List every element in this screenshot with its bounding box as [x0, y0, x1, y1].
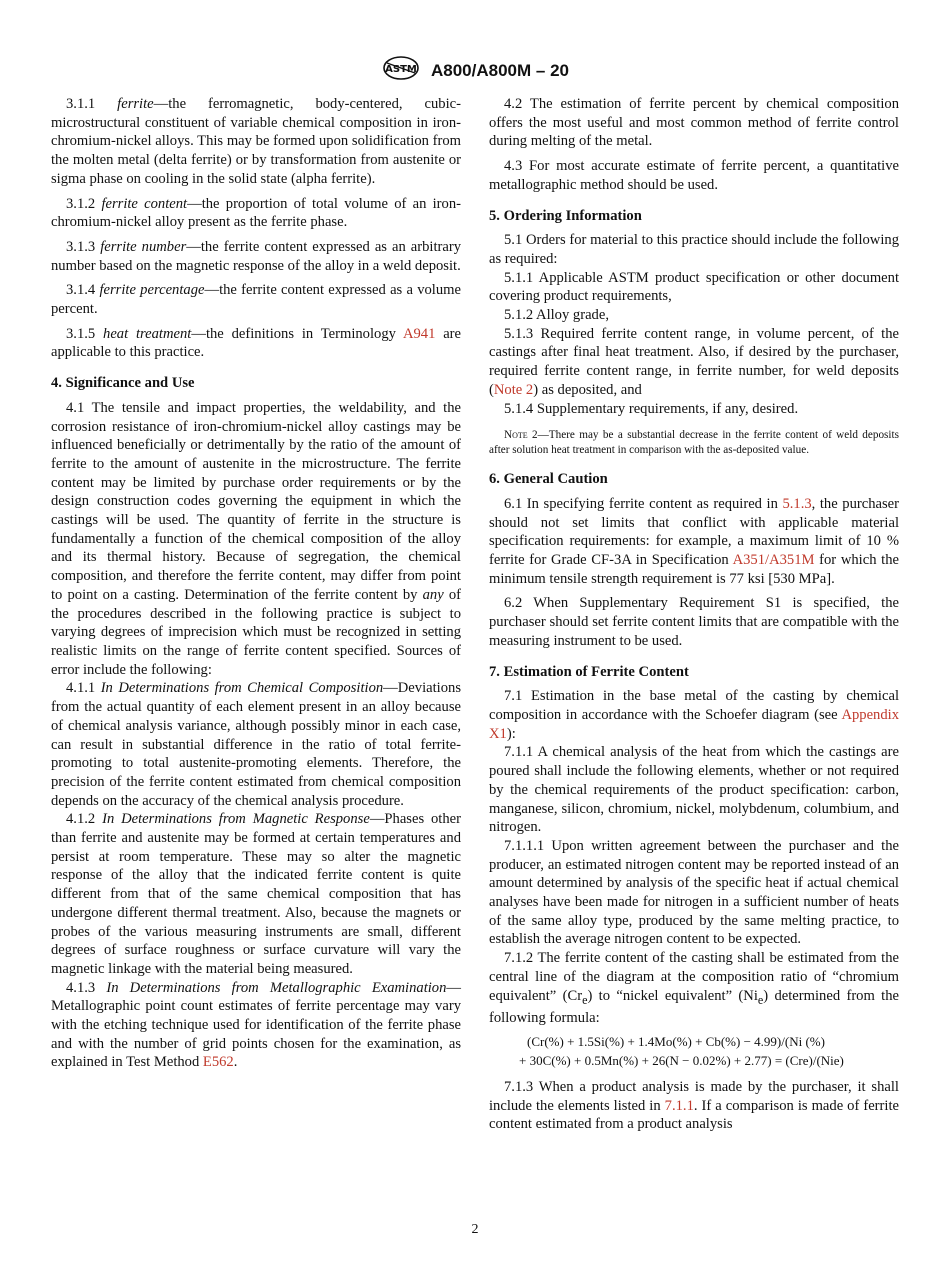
cross-reference-link[interactable]: A941 [402, 325, 436, 342]
paragraph-text: are applicable to this practice. [51, 325, 462, 361]
paragraph-text: —the ferrite content expressed as a volume percent. [51, 282, 461, 318]
body-paragraph [489, 400, 899, 419]
body-paragraph [489, 837, 899, 949]
subscript: e [757, 992, 764, 1007]
paragraph-text: ) determined from the following formula: [489, 987, 899, 1027]
ferrite-formula [489, 1032, 899, 1070]
defined-term: ferrite number [100, 238, 187, 255]
svg-text:ASTM: ASTM [385, 64, 417, 75]
paragraph-text: —Phases other than ferrite and austenite may be formed at certain temperatures and persist at room temperature. These may so alter the magnetic response of the alloy that the indicated ferrite content is quite different from that of the same chemical composition that has undergone different thermal treatment. Also, because the magnets or probes of the various measuring instruments are small, different degrees of surface roughness or surface curvature will vary the magnetic linkage with the material being measured. [51, 811, 461, 977]
defined-term: ferrite [117, 96, 154, 112]
defined-term: In Determinations from Metallographic Examination [106, 979, 447, 996]
body-paragraph [51, 281, 461, 318]
paragraph-text: 6.1 In specifying ferrite content as required in [504, 495, 783, 512]
section-heading: 6. General Caution [489, 471, 608, 488]
paragraph-text: 7.1.2 The ferrite content of the casting shall be estimated from the central line of the diagram at the composition ratio of “chromium equivalent” (Cr [489, 950, 899, 1004]
paragraph-text: 5.1 Orders for material to this practice should include the following as required: [489, 232, 899, 267]
left-column [51, 95, 461, 1072]
section-number: 3.1.5 [66, 325, 104, 342]
section-number: 3.1.4 [66, 282, 100, 299]
paragraph-text: —Metallographic point count estimates of ferrite percentage may vary with the etching technique used for identification of the ferrite phase and with the number of grid points chosen for the examination, as explained in Test Method [51, 979, 461, 1071]
paragraph-text: —the definitions in Terminology [191, 325, 403, 342]
defined-term: In Determinations from Chemical Composition [100, 680, 384, 697]
paragraph-text: , the purchaser should not set limits that conflict with applicable material specification requirements: for example, a maximum limit of 10 % ferrite for Grade CF-3A in Specification [489, 495, 899, 569]
body-paragraph [489, 743, 899, 837]
body-paragraph [51, 238, 461, 275]
body-paragraph [489, 949, 899, 1028]
document-designation: A800/A800M – 20 [431, 60, 569, 80]
defined-term: heat treatment [103, 325, 192, 342]
paragraph-text: 5.1.4 Supplementary requirements, if any, desired. [504, 400, 799, 417]
body-paragraph [51, 325, 461, 362]
section-number: 4.1.2 [66, 811, 103, 828]
cross-reference-link[interactable]: Note 2 [493, 381, 534, 398]
body-paragraph [51, 810, 461, 978]
paragraph-text: ): [506, 725, 516, 742]
paragraph-text: —the ferromagnetic, body-centered, cubic-microstructural constituent of variable chemical composition in iron-chromium-nickel alloys. This may be formed upon solidification from the molten metal (delta ferrite) or by transformation from austenite or sigma phase on cooling in the solid state (alpha ferrite). [51, 96, 461, 187]
paragraph-text: 4.2 The estimation of ferrite percent by chemical composition offers the most useful and most common method of ferrite control during melting of the metal. [489, 96, 899, 150]
body-paragraph [489, 269, 899, 306]
note-label: Note 2 [504, 429, 538, 442]
astm-logo-icon [381, 55, 421, 86]
body-paragraph [489, 325, 899, 400]
section-number: 3.1.2 [66, 195, 102, 212]
cross-reference-link[interactable]: 5.1.3 [782, 495, 812, 512]
paragraph-text: 7.1.3 When a product analysis is made by the purchaser, it shall include the elements listed in [489, 1078, 899, 1114]
section-heading: 5. Ordering Information [489, 207, 642, 224]
right-column [489, 95, 899, 1134]
paragraph-text: 5.1.2 Alloy grade, [504, 307, 609, 324]
body-paragraph [489, 231, 899, 268]
body-paragraph [489, 1078, 899, 1134]
paragraph-text: 5.1.1 Applicable ASTM product specification or other document covering product requirements, [489, 269, 899, 305]
paragraph-text: —the proportion of total volume of an iron-chromium-nickel alloy present as the ferrite phase. [51, 195, 461, 231]
paragraph-text: 7.1 Estimation in the base metal of the casting by chemical composition in accordance with the Schoefer diagram (see [489, 688, 899, 723]
note-paragraph [489, 428, 899, 458]
cross-reference-link[interactable]: Appendix X1 [489, 706, 899, 742]
paragraph-text: of the procedures described in the following practice is subject to varying degrees of imprecision which must be recognized in setting realistic limits on the range of ferrite content specified. Sources of error include the following: [51, 586, 462, 678]
cross-reference-link[interactable]: 7.1.1 [664, 1097, 694, 1114]
paragraph-text: ) to “nickel equivalent” (Ni [587, 987, 758, 1004]
body-paragraph [51, 979, 461, 1073]
note-text: —There may be a substantial decrease in the ferrite content of weld deposits after solution heat treatment in comparison with the as-deposited value. [489, 429, 899, 457]
paragraph-text: —the ferrite content expressed as an arbitrary number based on the magnetic response of the alloy in a weld deposit. [51, 238, 461, 274]
section-number: 3.1.1 [66, 96, 118, 112]
paragraph-text: 4.3 For most accurate estimate of ferrite percent, a quantitative metallographic method should be used. [489, 158, 899, 193]
body-paragraph [51, 679, 461, 810]
section-number: 4.1.3 [66, 979, 107, 996]
section-heading: 7. Estimation of Ferrite Content [489, 663, 689, 680]
body-paragraph [51, 399, 461, 680]
paragraph-text: ) as deposited, and [533, 381, 642, 398]
body-paragraph [489, 157, 899, 194]
cross-reference-link[interactable]: A351/A351M [732, 552, 815, 569]
paragraph-text: . [233, 1054, 238, 1071]
body-paragraph [489, 306, 899, 325]
formula-line: + 30C(%) + 0.5Mn(%) + 26(N − 0.02%) + 2.77) = (Cre)/(Nie) [519, 1052, 844, 1068]
paragraph-text: —Deviations from the actual quantity of each element present in an alloy because of chemical analysis variance, although possibly minor in each case, can result in substantial difference in the ratio of total ferrite-promoting to total austenite-promoting elements. Therefore, the precision of the ferrite content estimated from chemical composition depends on the accuracy of the chemical analysis procedure. [51, 680, 461, 809]
paragraph-text: 4.1 The tensile and impact properties, the weldability, and the corrosion resistance of iron-chromium-nickel alloy castings may be influenced beneficially or detrimentally by the ratio of the amount of ferrite to the amount of austenite in the microstructure. The ferrite content may be limited by purchase order requirements or by the design construction codes governing the equipment in which the castings will be used. The quantity of ferrite in the structure is fundamentally a function of the chemical composition of the alloy and its thermal history. Because of segregation, the chemical composition, and therefore the ferrite content, may differ from point to point on a casting. Determination of the ferrite content by [51, 399, 461, 603]
body-paragraph [489, 495, 899, 589]
cross-reference-link[interactable]: E562 [202, 1054, 234, 1071]
page-header [0, 55, 950, 85]
body-paragraph [489, 95, 899, 151]
paragraph-text: 7.1.1.1 Upon written agreement between the purchaser and the producer, an estimated nitrogen content may be reported instead of an amount determined by analysis of the specific heat if actual chemical analyses have been made for nitrogen in a sufficient number of heats of the same alloy type, produced by the same melting practice, to establish the average nitrogen content to be expected. [489, 837, 899, 948]
body-paragraph [51, 195, 461, 232]
subscript: e [582, 992, 588, 1007]
body-paragraph [489, 687, 899, 743]
defined-term: ferrite content [101, 195, 188, 212]
body-paragraph [489, 594, 899, 650]
paragraph-text: for which the minimum tensile strength requirement is 77 ksi [530 MPa]. [489, 552, 899, 587]
body-paragraph [51, 95, 461, 189]
paragraph-text: 7.1.1 A chemical analysis of the heat from which the castings are poured shall include the following elements, whether or not required by the chemical requirements of the product specification: carbon, manganese, silicon, chromium, nickel, molybdenum, columbium, and nitrogen. [489, 744, 899, 836]
paragraph-text: 6.2 When Supplementary Requirement S1 is specified, the purchaser should set ferrite content limits that are compatible with the measuring instrument to be used. [489, 595, 899, 649]
defined-term: ferrite percentage [99, 282, 205, 299]
formula-line: (Cr(%) + 1.5Si(%) + 1.4Mo(%) + Cb(%) − 4.99)/(Ni (%) [527, 1033, 825, 1049]
section-number: 3.1.3 [66, 238, 101, 255]
section-number: 4.1.1 [66, 680, 101, 697]
emphasis-text: any [422, 586, 444, 603]
defined-term: In Determinations from Magnetic Response [102, 811, 370, 828]
paragraph-text: 5.1.3 Required ferrite content range, in volume percent, of the castings after final heat treatment. Also, if desired by the purchaser, required ferrite content range, in ferrite number, for weld deposits ( [489, 325, 899, 398]
page-number: 2 [471, 1222, 479, 1237]
paragraph-text: . If a comparison is made of ferrite content estimated from a product analysis [489, 1097, 899, 1133]
section-heading: 4. Significance and Use [51, 375, 195, 392]
